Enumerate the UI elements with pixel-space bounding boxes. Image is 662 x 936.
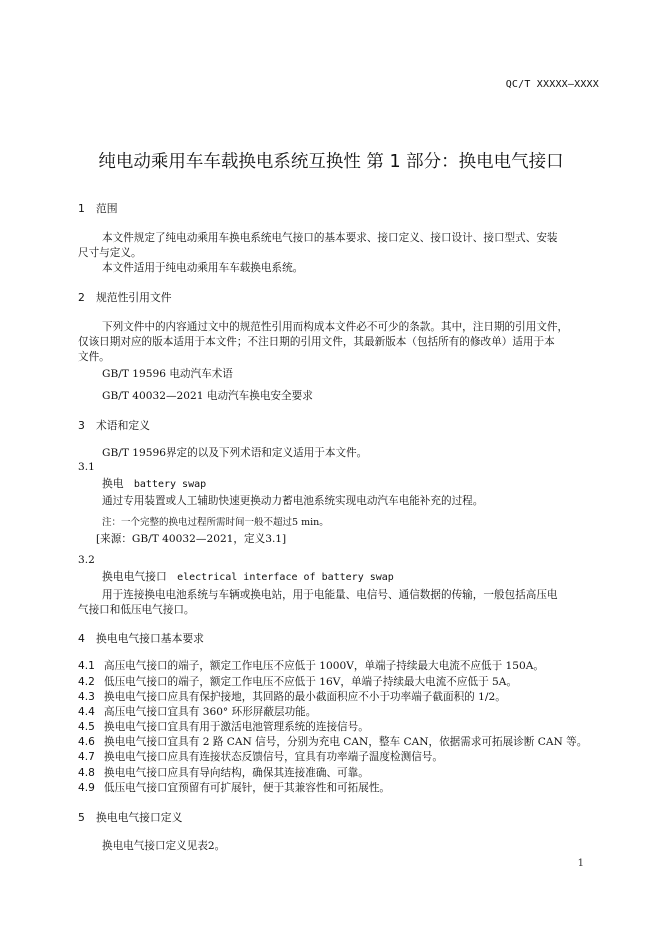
requirement-item <box>78 780 390 795</box>
term-en: battery swap <box>133 479 207 490</box>
item-number: 4.9 <box>78 782 95 794</box>
section-number: 2 <box>78 291 85 304</box>
item-number: 4.6 <box>78 736 95 748</box>
section-number: 1 <box>78 202 85 215</box>
term-source: [来源：GB/T 40032—2021，定义3.1] <box>96 533 287 545</box>
item-number: 4.2 <box>78 676 95 688</box>
term-definition-cont: 气接口和低压电气接口。 <box>78 604 195 616</box>
section-5-heading <box>78 810 182 825</box>
normative-reference: GB/T 40032—2021 电动汽车换电安全要求 <box>102 390 313 402</box>
item-number: 4.5 <box>78 721 95 733</box>
requirement-item <box>78 689 506 704</box>
section-2-heading <box>78 290 172 305</box>
requirement-item <box>78 658 544 673</box>
paragraph: GB/T 19596界定的以及下列术语和定义适用于本文件。 <box>102 447 368 459</box>
section-number: 3 <box>78 419 85 432</box>
term-number: 3.2 <box>78 554 95 566</box>
term-definition: 用于连接换电电池系统与车辆或换电站，用于电能量、电信号、通信数据的传输，一般包括高压电 <box>102 589 558 601</box>
section-1-heading <box>78 201 118 216</box>
term-en: electrical interface of battery swap <box>177 572 394 583</box>
section-title: 换电电气接口基本要求 <box>96 632 204 645</box>
term-cn: 换电电气接口 <box>102 570 167 583</box>
section-title: 换电电气接口定义 <box>96 811 183 824</box>
item-text: 换电电气接口应具有连接状态反馈信号，宜具有功率端子温度检测信号。 <box>104 751 443 763</box>
term-heading <box>102 476 206 491</box>
item-number: 4.4 <box>78 706 95 718</box>
requirement-item <box>78 749 443 764</box>
document-code: QC/T XXXXX—XXXX <box>505 79 599 90</box>
section-number: 4 <box>78 632 85 645</box>
section-title: 规范性引用文件 <box>96 291 172 304</box>
paragraph: 本文件适用于纯电动乘用车车载换电系统。 <box>102 262 304 274</box>
item-text: 低压电气接口宜预留有可扩展针，便于其兼容性和可拓展性。 <box>104 782 391 794</box>
section-3-heading <box>78 418 150 433</box>
paragraph-cont: 尺寸与定义。 <box>78 247 142 259</box>
term-cn: 换电 <box>102 477 124 490</box>
requirement-item <box>78 674 517 689</box>
requirement-item <box>78 765 369 780</box>
item-text: 高压电气接口的端子，额定工作电压不应低于 1000V，单端子持续最大电流不应低于 150A。 <box>104 660 544 672</box>
paragraph: 换电电气接口定义见表2。 <box>102 840 226 852</box>
document-title: 纯电动乘用车车载换电系统互换性 第 1 部分：换电电气接口 <box>98 152 564 172</box>
paragraph-cont: 仅该日期对应的版本适用于本文件；不注日期的引用文件，其最新版本（包括所有的修改单）适用于本 <box>78 336 555 348</box>
item-number: 4.3 <box>78 691 95 703</box>
item-number: 4.1 <box>78 660 95 672</box>
section-title: 范围 <box>96 202 118 215</box>
normative-reference: GB/T 19596 电动汽车术语 <box>102 368 233 380</box>
section-title: 术语和定义 <box>96 419 150 432</box>
term-heading <box>102 569 394 584</box>
requirement-item <box>78 719 369 734</box>
page-number: 1 <box>577 858 584 869</box>
section-number: 5 <box>78 811 85 824</box>
item-text: 换电电气接口应具有导向结构，确保其连接准确、可靠。 <box>104 767 369 779</box>
paragraph-cont: 文件。 <box>78 351 110 363</box>
requirement-item <box>78 734 587 749</box>
item-text: 换电电气接口宜具有用于激活电池管理系统的连接信号。 <box>104 721 369 733</box>
item-text: 高压电气接口宜具有 360° 环形屏蔽层功能。 <box>104 706 317 718</box>
item-number: 4.8 <box>78 767 95 779</box>
item-number: 4.7 <box>78 751 95 763</box>
term-note: 注：一个完整的换电过程所需时间一般不超过5 min。 <box>102 517 329 528</box>
paragraph: 下列文件中的内容通过文中的规范性引用而构成本文件必不可少的条款。其中，注日期的引用文件， <box>102 321 569 333</box>
item-text: 低压电气接口的端子，额定工作电压不应低于 16V，单端子持续最大电流不应低于 5A。 <box>104 676 518 688</box>
section-4-heading <box>78 631 204 646</box>
item-text: 换电电气接口应具有保护接地，其回路的最小截面积应不小于功率端子截面积的 1/2。 <box>104 691 506 703</box>
requirement-item <box>78 704 316 719</box>
term-definition: 通过专用装置或人工辅助快速更换动力蓄电池系统实现电动汽车电能补充的过程。 <box>102 495 484 507</box>
term-number: 3.1 <box>78 461 95 473</box>
paragraph: 本文件规定了纯电动乘用车换电系统电气接口的基本要求、接口定义、接口设计、接口型式、安装 <box>102 232 558 244</box>
item-text: 换电电气接口宜具有 2 路 CAN 信号，分别为充电 CAN，整车 CAN，依据需求可拓展诊断 CAN 等。 <box>104 736 588 748</box>
